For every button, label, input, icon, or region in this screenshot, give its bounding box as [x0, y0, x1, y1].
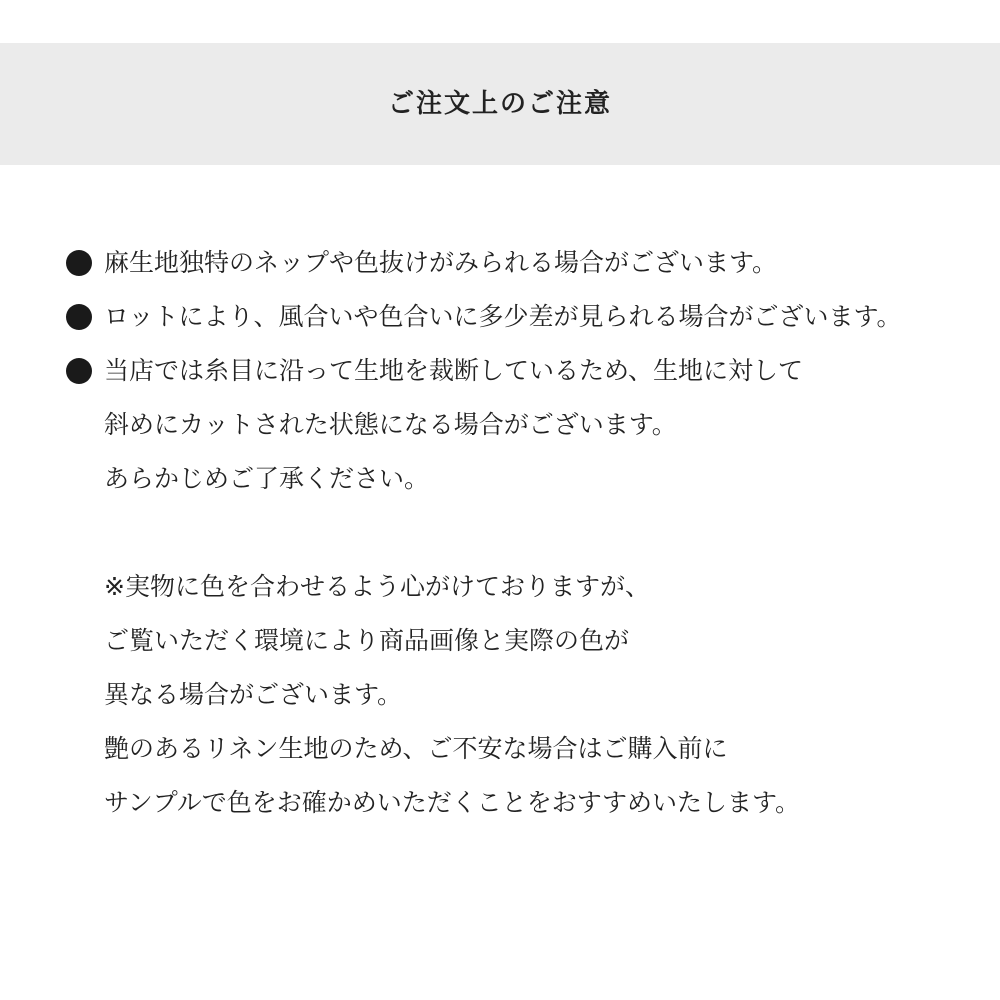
note-line: 当店では糸目に沿って生地を裁断しているため、生地に対して	[104, 356, 804, 385]
color-note-line: 異なる場合がございます。	[104, 680, 403, 709]
bullet-icon	[66, 250, 92, 276]
color-note-line: サンプルで色をお確かめいただくことをおすすめいたします。	[104, 788, 801, 817]
color-note-line: 艶のあるリネン生地のため、ご不安な場合はご購入前に	[104, 734, 728, 763]
note-line: ロットにより、風合いや色合いに多少差が見られる場合がございます。	[104, 302, 902, 331]
bullet-icon	[66, 304, 92, 330]
color-note-line: ※実物に色を合わせるよう心がけておりますが、	[104, 572, 650, 601]
bullet-icon	[66, 358, 92, 384]
page-title: ご注文上のご注意	[387, 89, 612, 119]
note-line: 斜めにカットされた状態になる場合がございます。	[104, 410, 677, 439]
color-note-line: ご覧いただく環境により商品画像と実際の色が	[104, 626, 630, 655]
note-line: 麻生地独特のネップや色抜けがみられる場合がございます。	[104, 248, 778, 277]
note-line: あらかじめご了承ください。	[104, 464, 430, 493]
